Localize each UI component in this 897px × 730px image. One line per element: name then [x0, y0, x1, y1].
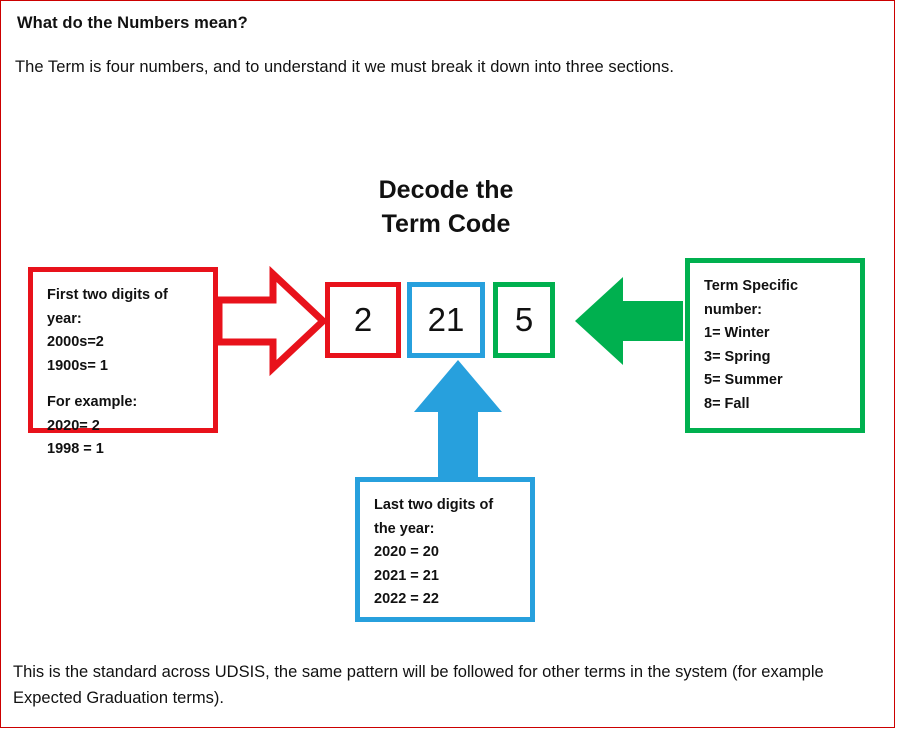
callout-left-line-4: For example: [47, 394, 138, 410]
term-digit-year-last-two: 21 [407, 282, 485, 358]
diagram-title-line-1: Decode the [378, 176, 514, 204]
callout-left-spacer [47, 378, 199, 391]
callout-left-line-5: 2020= 2 [47, 417, 100, 434]
intro-text: The Term is four numbers, and to understand it we must break it down into three sections. [15, 58, 674, 76]
callout-left-line-1: First two digits of year: [47, 287, 168, 327]
callout-right-line-4: 3= Spring [704, 348, 771, 365]
callout-term-specific-number [685, 258, 865, 433]
callout-right-line-1: Term Specific [704, 278, 799, 294]
callout-bottom-line-4: 2021 = 21 [374, 567, 439, 584]
callout-right-line-2: number: [704, 301, 762, 318]
term-digit-year-century: 2 [325, 282, 401, 358]
green-arrow-left-icon [571, 273, 687, 369]
callout-bottom-line-2: the year: [374, 520, 435, 537]
callout-right-line-6: 8= Fall [704, 395, 750, 412]
callout-right-line-5: 5= Summer [704, 372, 783, 388]
callout-bottom-line-5: 2022 = 22 [374, 591, 439, 607]
diagram-title-line-2: Term Code [381, 210, 511, 238]
callout-left-line-6: 1998 = 1 [47, 441, 104, 457]
page-title: What do the Numbers mean? [17, 14, 248, 32]
footer-text: This is the standard across UDSIS, the same pattern will be followed for other terms in the system (for example Expected Graduation terms). [13, 663, 824, 707]
callout-right-line-3: 1= Winter [704, 325, 770, 341]
callout-bottom-line-3: 2020 = 20 [374, 544, 439, 560]
term-digit-term-specific: 5 [493, 282, 555, 358]
callout-left-line-3: 1900s= 1 [47, 357, 108, 374]
callout-first-two-digits [28, 267, 218, 457]
blue-arrow-up-icon [410, 356, 506, 482]
diagram-title [331, 173, 561, 241]
red-arrow-right-icon [215, 266, 327, 376]
callout-last-two-digits [355, 477, 535, 622]
callout-left-line-2: 2000s=2 [47, 334, 104, 350]
callout-bottom-line-1: Last two digits of [374, 497, 494, 513]
